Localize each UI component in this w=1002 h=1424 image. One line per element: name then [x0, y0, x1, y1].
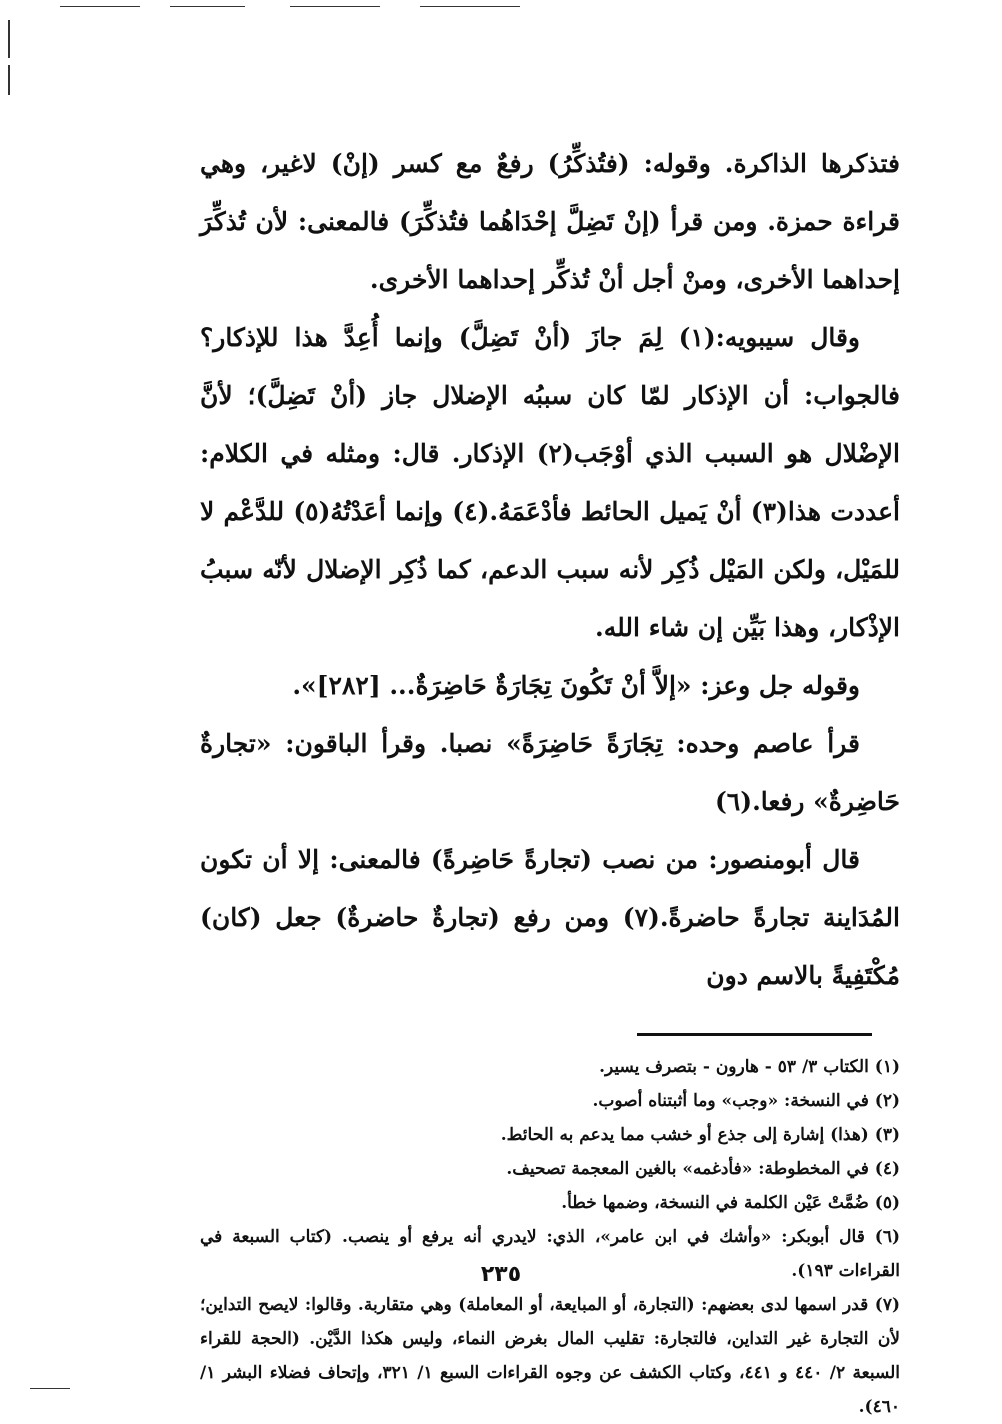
footnote: (٧) قدر اسمها لدى بعضهم: (التجارة، أو المبايعة، أو المعاملة) وهي متقاربة. وقالوا: لايصح التداين؛ لأن التجارة غير التداين، فالتجارة: تقليب المال بغرض النماء، وليس هكذا الدَّيْن. (الحجة للقراء السبعة ٢/ ٤٤٠ و ٤٤١، وكتاب الكشف عن وجوه القراءات السبع ١/ ٣٢١، وإتحاف فضلاء البشر ١/ ٤٦٠). — [200, 1295, 901, 1417]
paragraph: قرأ عاصم وحده: تِجَارَةً حَاضِرَةً» نصبا. وقرأ الباقون: «تجارةٌ حَاضِرةٌ» رفعا.(٦) — [200, 729, 900, 816]
footnote: (٣) (هذا) إشارة إلى جذع أو خشب مما يدعم به الحائط. — [500, 1125, 900, 1145]
scan-edge-line — [420, 6, 520, 7]
footnote: (١) الكتاب ٣/ ٥٣ - هارون - بتصرف يسير. — [599, 1057, 900, 1077]
main-text — [200, 135, 900, 1005]
paragraph: قال أبومنصور: من نصب (تجارةً حَاضِرةً) فالمعنى: إلا أن تكون المُدَاينة تجارةً حاضرةً.(٧) ومن رفع (تجارةٌ حاضرةٌ) جعل (كان) مُكْتَفِيةً بالاسم دون — [200, 845, 900, 990]
paragraph: وقال سيبويه:(١) لِمَ جازَ (أنْ تَضِلَّ) وإنما أُعِدَّ هذا للإذكار؟ فالجواب: أن الإذكار لمّا كان سببُه الإضلال جاز (أنْ تَضِلَّ)؛ لأنَّ الإضْلال هو السبب الذي أوْجَب(٢) الإذكار. قال: ومثله في الكلام: أعددت هذا(٣) أنْ يَميل الحائط فأدْعَمَهُ.(٤) وإنما أعَدْتُهُ(٥) للدَّعْم لا للمَيْل، ولكن المَيْل ذُكِر لأنه سبب الدعم، كما ذُكِر الإضلال لأنّه سببُ الإذْكار، وهذا بَيِّن إن شاء الله. — [200, 323, 901, 642]
scan-edge-line — [30, 1388, 70, 1389]
scan-edge-line — [8, 65, 10, 95]
footnote: (٤) في المخطوطة: «فأدغمه» بالغين المعجمة تصحيف. — [506, 1159, 900, 1179]
scan-edge-line — [170, 6, 245, 7]
footnote-separator — [637, 1033, 872, 1036]
page-number: ٢٣٥ — [480, 1262, 522, 1287]
scan-edge-line — [8, 20, 10, 58]
document-page — [200, 135, 900, 1424]
footnotes — [200, 1050, 900, 1424]
scan-edge-line — [60, 6, 140, 7]
scan-edge-line — [290, 6, 380, 7]
footnote: (٢) في النسخة: «وجب» وما أثبتناه أصوب. — [592, 1091, 900, 1111]
footnote: (٦) قال أبوبكر: «وأشك في ابن عامر»، الذي: لايدري أنه يرفع أو ينصب. (كتاب السبعة في القراءات ١٩٣). — [200, 1227, 900, 1281]
paragraph: وقوله جل وعز: «إلاَّ أنْ تَكُونَ تِجَارَةٌ حَاضِرَةٌ... [٢٨٢]». — [292, 671, 860, 700]
footnote: (٥) ضُمَّتْ عَيْن الكلمة في النسخة، وضمها خطأ. — [561, 1193, 900, 1213]
paragraph: فتذكرها الذاكرة. وقوله: (فتُذكِّرُ) رفعٌ مع كسر (إنْ) لاغير، وهي قراءة حمزة. ومن قرأ (إنْ تَضِلَّ إحْدَاهُما فتُذكِّرَ) فالمعنى: لأن تُذكِّرَ إحداهما الأخرى، ومنْ أجل أنْ تُذكِّر إحداهما الأخرى. — [200, 149, 900, 294]
